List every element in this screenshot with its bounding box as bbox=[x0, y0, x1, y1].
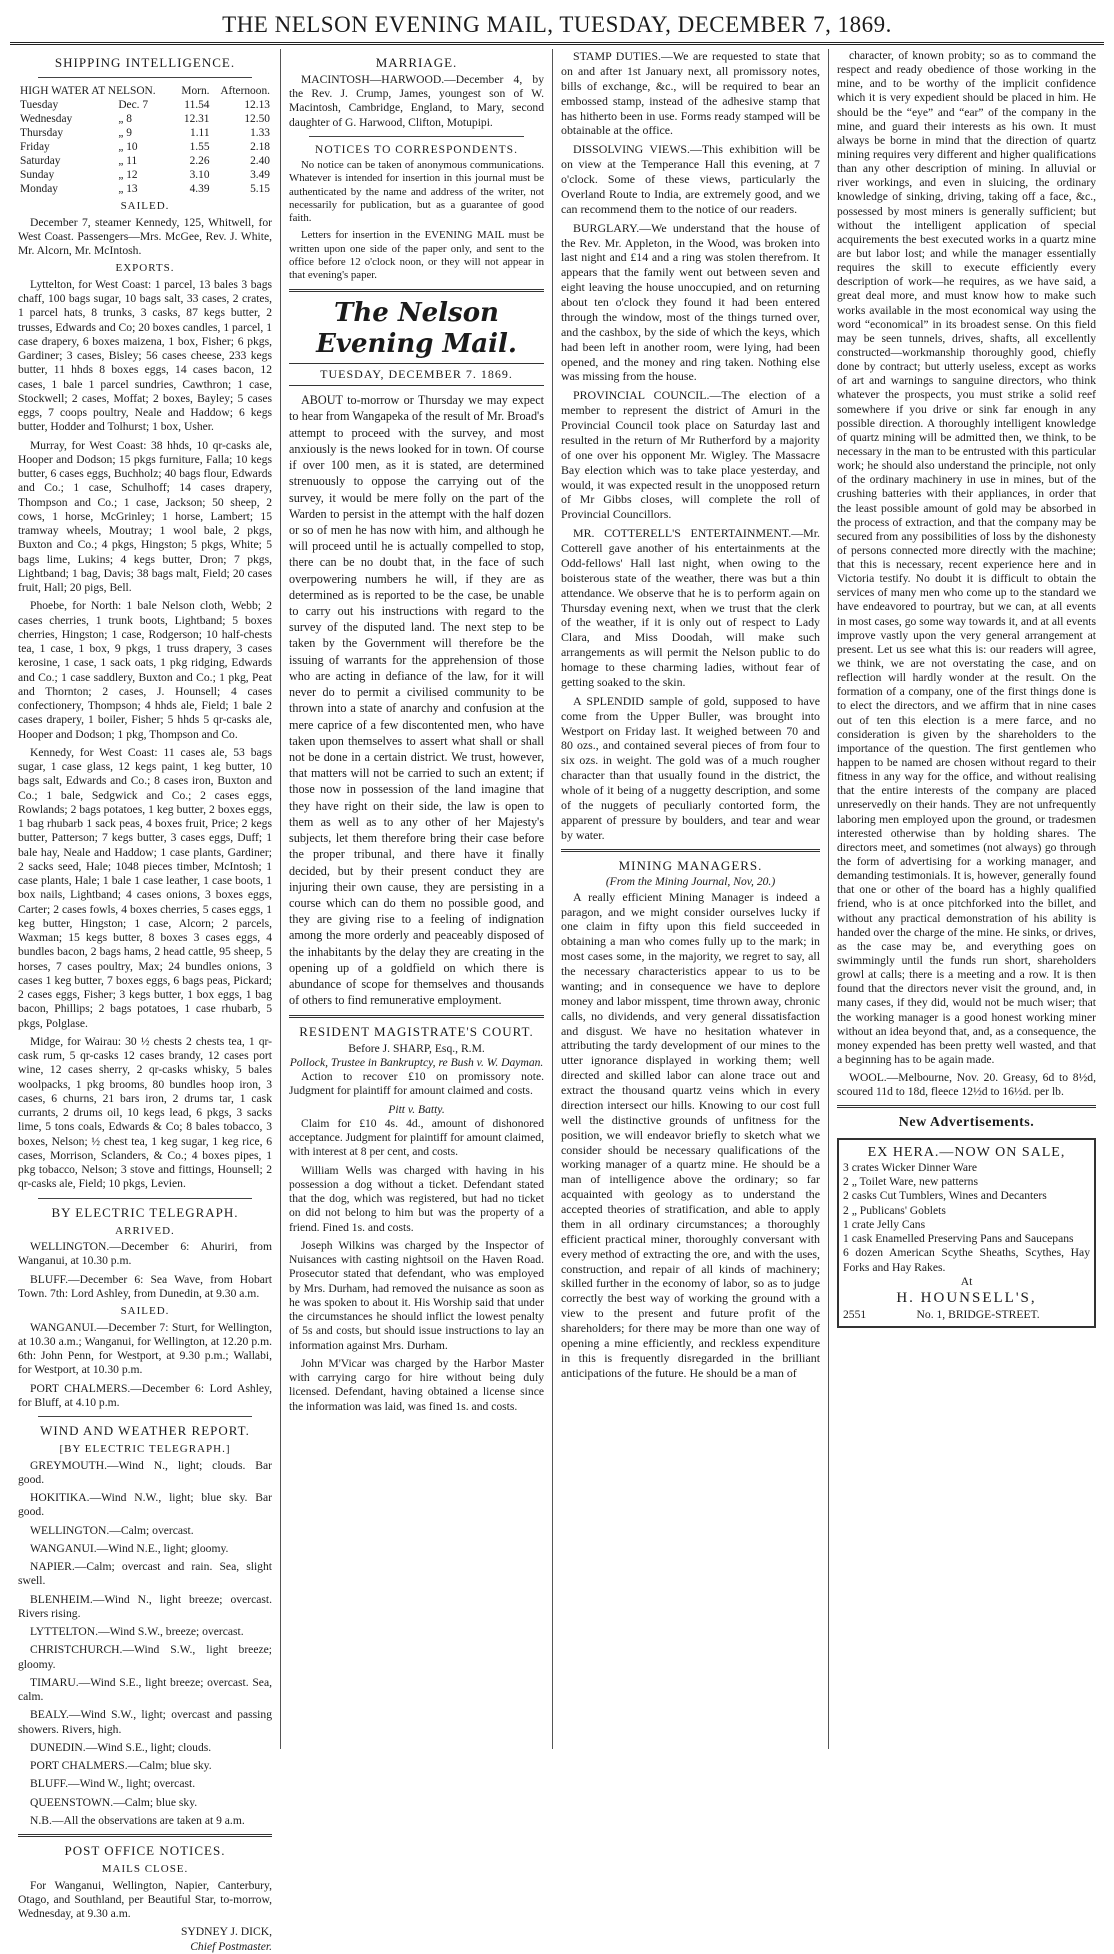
divider bbox=[309, 136, 524, 137]
arrived-entry: WELLINGTON.—December 6: Ahuriri, from Wanganui, at 10.30 p.m. bbox=[18, 1240, 272, 1268]
post-signer-title: Chief Postmaster. bbox=[190, 1939, 272, 1953]
tide-row bbox=[18, 98, 272, 112]
exports-list bbox=[18, 278, 272, 1192]
mining-article bbox=[561, 890, 820, 1381]
tide-aft: 12.50 bbox=[244, 113, 270, 126]
ad-address: No. 1, BRIDGE-STREET. bbox=[916, 1307, 1040, 1321]
tide-row bbox=[18, 140, 272, 154]
tide-aft: 5.15 bbox=[250, 183, 270, 196]
local-news-paragraph: A SPLENDID sample of gold, supposed to have come from the Upper Buller, was brought into Westport on Friday last. It weighed between 70 and 80 ozs., and contained several pieces of from four to six ozs. in weight. The gold was of a much rougher character than that usually found in the district, the whole of it being of a nuggetty description, and some of the nuggets of peculiarly contorted form, the apparent of pressure by boulders, and tear and wear by water. bbox=[561, 693, 820, 842]
court-case1: Pollock, Trustee in Bankruptcy, re Bush v. W. Dayman. bbox=[289, 1055, 544, 1069]
tide-rows bbox=[18, 98, 272, 196]
tide-date: „ 13 bbox=[118, 183, 138, 196]
court-paragraph: John M'Vicar was charged by the Harbor Master with carrying cargo for hire without being duly licensed. Defendant, having obtained a license since the information was laid, was fined 1s. and costs. bbox=[289, 1356, 544, 1413]
post-text: For Wanganui, Wellington, Napier, Canterbury, Otago, and Southland, per Beautiful Star, to-morrow, Wednesday, at 9.30 a.m. bbox=[18, 1878, 272, 1921]
court-list bbox=[289, 1164, 544, 1414]
tide-aft: 3.49 bbox=[250, 169, 270, 182]
tide-morn: 12.31 bbox=[183, 113, 210, 126]
court-heading: RESIDENT MAGISTRATE'S COURT. bbox=[299, 1023, 534, 1039]
local-news-paragraph: STAMP DUTIES.—We are requested to state that on and after 1st January next, all promissory notes, bills of exchange, &c., will be required to bear an embossed stamp, instead of the adhesive stamp that has hitherto been in use. Forms ready stamped will be obtainable at the office. bbox=[561, 49, 820, 138]
sailed2-heading: SAILED. bbox=[120, 1305, 170, 1318]
weather-list bbox=[18, 1459, 272, 1829]
mining-heading: MINING MANAGERS. bbox=[618, 857, 763, 873]
tide-morn: 1.55 bbox=[189, 141, 210, 154]
weather-entry: GREYMOUTH.—Wind N., light; clouds. Bar good. bbox=[18, 1458, 272, 1486]
notice-paragraph: No notice can be taken of anonymous communications. Whatever is intended for insertion in this journal must be authenticated by the name and address of the writer, not necessarily for publication, but as a guarantee of good faith. bbox=[289, 159, 544, 225]
sailed-text: December 7, steamer Kennedy, 125, Whitwell, for West Coast. Passengers—Mrs. McGee, Rev. J. White, Mr. Alcorn, Mr. McIntosh. bbox=[18, 215, 272, 258]
tide-row bbox=[18, 112, 272, 126]
newspaper-page bbox=[10, 8, 1104, 1953]
divider bbox=[837, 1105, 1096, 1108]
tide-morn: 1.11 bbox=[190, 127, 210, 140]
sailed-heading: SAILED. bbox=[120, 200, 170, 213]
post-heading: POST OFFICE NOTICES. bbox=[64, 1843, 226, 1859]
weather-entry: BEALY.—Wind S.W., light; overcast and passing showers. Rivers, high. bbox=[18, 1708, 272, 1736]
sailed2-list bbox=[18, 1321, 272, 1411]
column-3 bbox=[552, 49, 828, 1749]
tide-morn: 3.10 bbox=[189, 169, 210, 182]
tide-morn: 2.26 bbox=[189, 155, 210, 168]
tide-table bbox=[18, 84, 272, 196]
post-sub: MAILS CLOSE. bbox=[101, 1863, 189, 1876]
weather-entry: HOKITIKA.—Wind N.W., light; blue sky. Bar good. bbox=[18, 1491, 272, 1519]
tide-row bbox=[18, 154, 272, 168]
ad-headline: EX HERA.—NOW ON SALE, bbox=[867, 1144, 1066, 1160]
post-signer: SYDNEY J. DICK, bbox=[180, 1925, 272, 1939]
export-entry: Murray, for West Coast: 38 hhds, 10 qr-casks ale, Hooper and Dodson; 15 pkgs furniture, Falla; 10 kegs butter, 6 cases eggs, Buchholz; 40 bags flour, Edwards and Co.; 1 case, Schulhoff; 14 cases drapery, Thompson and Co.; 1 case, Jackson; 50 sheep, 2 cows, 1 horse, McGrinley; 1 horse, Lambert; 15 tramway wheels, Moutray; 1 wool bale, 2 pkgs, Buxton and Co.; 4 pkgs, Hingston; 5 pkgs, White; 5 bags lime, Lukins; 4 kegs butter, Dron; 7 pkgs, Lightband; 1 bag, Davis; 38 bags malt, Field; 20 cases fruit, Hall; 20 pigs, Bell. bbox=[18, 438, 272, 595]
tide-row bbox=[18, 168, 272, 182]
local-news-paragraph: MR. COTTERELL'S ENTERTAINMENT.—Mr. Cotterell gave another of his entertainments at the Odd-fellows' Hall last night, when owing to the boisterous state of the weather, there was but a thin attendance. We observe that he is to perform again on Thursday evening next, when we trust that the clerk of the weather, if it is only out of respect to Lady Clara, and Miss Doodah, will make such arrangements as will permit the Nelson public to do homage to these charming ladies, without fear of getting soaked to the skin. bbox=[561, 526, 820, 689]
divider bbox=[38, 1416, 252, 1417]
ad-item: 1 cask Enamelled Preserving Pans and Saucepans bbox=[843, 1232, 1074, 1246]
column-1 bbox=[10, 49, 280, 1953]
marriage-heading: MARRIAGE. bbox=[375, 55, 458, 70]
tide-aft: 1.33 bbox=[250, 127, 270, 140]
weather-entry: NAPIER.—Calm; overcast and rain. Sea, slight swell. bbox=[18, 1560, 272, 1588]
export-entry: Lyttelton, for West Coast: 1 parcel, 13 bales 3 bags chaff, 100 bags sugar, 10 bags salt, 33 cases, 2 crates, 1 parcel hats, 8 trunks, 3 casks, 87 kegs butter, 2 trusses, Edwards and Co; 20 boxes candles, 1 parcel, 1 case drapery, 6 boxes maizena, 1 box, Fisher; 6 pkgs, Gardiner; 3 cases, Bisley; 56 cases cheese, 233 kegs butter, 11 hhds 8 boxes eggs, 14 cases bacon, 12 cases, 1 bale 1 parcel sundries, Cawthron; 1 case, Stockwell; 2 cases, Moffat; 2 boxes, Bayley; 5 cases eggs, 7 coops poultry, Neale and Haddow; 6 kegs butter, Hodder and Tolhurst; 1 box, Usher. bbox=[18, 277, 272, 434]
mining-continued bbox=[837, 49, 1096, 1099]
tide-day: Wednesday bbox=[20, 113, 73, 126]
telegraph-heading: BY ELECTRIC TELEGRAPH. bbox=[51, 1204, 239, 1220]
weather-entry: DUNEDIN.—Wind S.E., light; clouds. bbox=[30, 1740, 212, 1754]
ad-item: 2 „ Toilet Ware, new patterns bbox=[843, 1175, 978, 1189]
arrived-list bbox=[18, 1240, 272, 1301]
weather-entry: LYTTELTON.—Wind S.W., breeze; overcast. bbox=[30, 1625, 244, 1639]
ad-firm: H. HOUNSELL'S, bbox=[896, 1290, 1037, 1307]
columns bbox=[10, 49, 1104, 1953]
sailed-entry: WANGANUI.—December 7: Sturt, for Wellington, at 10.30 a.m.; Wanganui, for Wellington, at 12.20 p.m. 6th: John Penn, for Westport, at 9.30 p.m.; Wallabi, for Westport, at 10.30 p.m. bbox=[18, 1320, 272, 1377]
arrived-heading: ARRIVED. bbox=[115, 1224, 175, 1237]
tide-col-aft: Afternoon. bbox=[220, 84, 270, 97]
weather-entry: TIMARU.—Wind S.E., light breeze; overcast. Sea, calm. bbox=[18, 1675, 272, 1704]
tide-row bbox=[18, 182, 272, 196]
local-news-paragraph: PROVINCIAL COUNCIL.—The election of a member to represent the district of Amuri in the Provincial Council took place on Saturday last and resulted in the return of Mr Rutherford by a majority of one over his opponent Mr. Wigley. The Massacre Bay election which was to take place yesterday, and would, it was expected result in the unopposed return of Mr Gibbs closes, will complete the roll of Provincial Councillors. bbox=[561, 388, 820, 522]
court-case2: Pitt v. Batty. bbox=[388, 1102, 445, 1116]
local-news bbox=[561, 49, 820, 843]
masthead: THE NELSON EVENING MAIL, TUESDAY, DECEMBER 7, 1869. bbox=[10, 8, 1104, 45]
ads-heading: New Advertisements. bbox=[898, 1115, 1035, 1131]
column-2 bbox=[280, 49, 552, 1749]
divider bbox=[38, 77, 252, 78]
sailed-entry: PORT CHALMERS.—December 6: Lord Ashley, for Bluff, at 4.10 p.m. bbox=[18, 1381, 272, 1409]
tide-date: „ 12 bbox=[118, 169, 138, 182]
weather-entry: WANGANUI.—Wind N.E., light; gloomy. bbox=[30, 1541, 229, 1555]
mining-source: (From the Mining Journal, Nov, 20.) bbox=[605, 875, 776, 889]
tide-morn: 11.54 bbox=[184, 99, 210, 111]
export-entry: Midge, for Wairau: 30 ½ chests 2 chests tea, 1 qr-cask rum, 5 qr-casks 12 cases brandy, 12 cases port wine, 12 cases sherry, 2 qr-casks whisky, 5 bales woolpacks, 1 pkg brooms, 80 bundles hoop iron, 3 cases, 6 churns, 21 bars iron, 2 drums tar, 1 cask currants, 2 drums oil, 10 kegs lead, 6 pkgs, 3 sacks lime, 5 tons coals, Edwards & Co; 8 bales tobacco, 3 boxes, Nelson; ½ chest tea, 1 keg sugar, 1 keg rice, 6 cases, Morrison, Sclanders, & Co.; 4 boxes pipes, 1 pkg tobacco, Nelson; 3 stove and fittings, Hounsell; 2 qr-casks ale, Field; 10 pkgs, Levien. bbox=[18, 1034, 272, 1191]
tide-date: „ 9 bbox=[118, 127, 132, 140]
local-news-paragraph: DISSOLVING VIEWS.—This exhibition will be on view at the Temperance Hall this evening, at 7 o'clock. Some of these views, particularly the Overland Route to India, are extremely good, and we can recommend them to the notice of our readers. bbox=[561, 142, 820, 216]
weather-entry: BLENHEIM.—Wind N., light breeze; overcast. Rivers rising. bbox=[18, 1592, 272, 1620]
ad-item: 6 dozen American Scythe Sheaths, Scythes, Hay Forks and Hay Rakes. bbox=[843, 1246, 1090, 1274]
weather-sub: [BY ELECTRIC TELEGRAPH.] bbox=[59, 1443, 231, 1456]
ad-item: 3 crates Wicker Dinner Ware bbox=[843, 1160, 978, 1174]
ad-item: 2 „ Publicans' Goblets bbox=[843, 1203, 946, 1217]
nameplate-title: The Nelson Evening Mail. bbox=[316, 297, 517, 360]
article-paragraph: character, of known probity; so as to command the respect and ready obedience of those working in the mine, and to be worthy of the implicit confidence which it is very expedient should be placed in him. He should be the “eye” and “ear” of the company in the mine, and guard their interests as his own. It must always be borne in mind that the direction of quartz mining requires very different and higher qualifications than any other description of mining. In alluvial or river workings, and even in sluicing, the ordinary knowledge of sinking, driving, taking off a face, &c., possessed by most miners is generally sufficient; but without the intelligent application of special acquirements the best executed works in a quartz mine are but labor lost; and while the manager essentially requires the skill to execute efficiently every description of work—he requires, as we have said, a great deal more, and must know how to make such works available in the most economical way using the word “economical” in its broadest sense. On this field may be seen tunnels, drives, shafts, all excellently constructed—workmanship thoroughly good, chiefly done by contract; but utterly useless, except as works of art and warnings to sanguine directors, who think whatever the prospects, you must strike a solid reef somewhere if you drive or sink far enough in any possible direction. A thoroughly intelligent knowledge of quartz mining will be admitted then, we think, to be necessary in the man to be entrusted with this particular work; he should also understand the principle, not only of the ordinary machinery in use in mines, but of the crushing batteries with their appliances, in order that the least possible amount of gold may be absorbed in the process of extraction, and that the company may be secured from any possibilities of loss by the dishonesty of persons connected more directly with the machine; that this is necessary, recent experience here and in Victoria testify. No doubt it is difficult to obtain the services of many men who come up to the standard we have endeavored to pourtray, but we can, at all events in most cases, go some way towards it, and at all events improve vastly upon the very general arrangement at present. Let us see what this is: our readers will agree, we think, we are not overstating the case, and on reflection will hardly wonder at the result. On the formation of a company, one of the first things done is to elect the directors, and we affirm that in nine cases out of ten this election is a mere farce, and no consideration is given by the shareholders to the importance of the question. The first gentlemen who happen to be named are chosen without regard to their fitness in any way for the office, and without realising that the entire interests of the company are placed unreservedly on their hands. They are not unfrequently laboring men employed upon the ground, or tradesmen interested otherwise than by holding shares. The directors meet, and sometimes (not always) go through the form of advertising for a working manager, and demanding testimonials. It is, however, generally found that one or other of the board has a highly qualified friend, who is at once pitchforked into the billet, and without any practical demonstration of his ability is handed over the charge of the mine. He sinks, or drives, as the case may be, and everything goes on swimmingly until the funds run short, shareholders growl at calls; there is a meeting and a row. It is then found that the directors never visit the ground, and, in many cases, if they did, would not be much wiser; that the working manager is a good honest working miner without an idea beyond that, and, as a consequence, the money expended has been pretty well wasted, and that a beginning has to be again made. bbox=[837, 49, 1096, 1066]
divider bbox=[38, 1198, 252, 1199]
tide-day: Tuesday bbox=[20, 99, 59, 111]
court-case2-text: Claim for £10 4s. 4d., amount of dishonored acceptance. Judgment for plaintiff for amount claimed, with interest at 8 per cent, and costs. bbox=[289, 1116, 544, 1159]
tide-date: „ 10 bbox=[118, 141, 138, 154]
ad-at: At bbox=[960, 1274, 973, 1288]
weather-entry: WELLINGTON.—Calm; overcast. bbox=[30, 1523, 194, 1537]
court-before: Before J. SHARP, Esq., R.M. bbox=[348, 1041, 485, 1055]
shipping-heading: SHIPPING INTELLIGENCE. bbox=[54, 55, 236, 70]
divider bbox=[561, 849, 820, 852]
tide-day: Monday bbox=[20, 183, 58, 196]
tide-morn: 4.39 bbox=[189, 183, 210, 196]
ad-item: 2 casks Cut Tumblers, Wines and Decanters bbox=[843, 1189, 1047, 1203]
marriage-text: MACINTOSH—HARWOOD.—December 4, by the Rev. J. Crump, James, youngest son of W. Macintosh, Cambridge, England, to Mary, second daughter of G. Harwood, Clifton, Motupipi. bbox=[289, 72, 544, 129]
divider bbox=[289, 1015, 544, 1018]
article-paragraph: WOOL.—Melbourne, Nov. 20. Greasy, 6d to 8½d, scoured 11d to 18d, fleece 12½d to 16½d. per lb. bbox=[837, 1071, 1096, 1099]
weather-heading: WIND AND WEATHER REPORT. bbox=[40, 1423, 250, 1439]
ad-items bbox=[843, 1161, 1090, 1275]
notices-list bbox=[289, 159, 544, 282]
weather-entry: N.B.—All the observations are taken at 9 a.m. bbox=[30, 1813, 245, 1827]
divider bbox=[18, 1834, 272, 1837]
export-entry: Phoebe, for North: 1 bale Nelson cloth, Webb; 2 cases cherries, 1 trunk boots, Lightband; 5 boxes cherries, Hingston; 1 case, Rodgerson; 10 half-chests tea, 1 case, 1 box, 9 pkgs, 1 truss drapery, 3 cases kerosine, 1 case, 1 sack oats, 1 pkg ridging, Edwards and Co.; 1 case saddlery, Buxton and Co.; 1 pkg, Peat and Thornton; 2 cases, J. Hounsell; 4 cases confectionery, Thompson; 4 hhds ale, Field; 1 bale 2 cases drapery, 1 boiler, Fisher; 5 hhds 5 qr-casks ale, Hooper and Dodson; 1 pkg, Thompson and Co. bbox=[18, 599, 272, 741]
notice-paragraph: Letters for insertion in the EVENING MAIL must be written upon one side of the paper only, and sent to the office before 12 o'clock noon, or they will not appear in that evening's paper. bbox=[289, 229, 544, 282]
tide-aft: 2.18 bbox=[250, 141, 270, 154]
mining-paragraph: A really efficient Mining Manager is indeed a paragon, and we might consider ourselves lucky if one claim in fifty upon this field succeeded in obtaining a man who comes fully up to the mark; in most cases some, in the majority, we regret to say, all the necessary characteristics appear to us to be wanting; and in consequence we have to deplore money and labor misspent, time thrown away, chronic calls, no dividends, and very general dissatisfaction and disgust. We have no hesitation whatever in attributing the tardy development of our mines to the utter ignorance displayed in working them; well directed and skilled labor can alone trace out and extract the thousand quartz veins which in every direction intersect our hills. Knowing to our cost full well the distinctive grounds of unfitness for the position, we will endeavor briefly to sketch what we consider should be necessary qualifications of the working manager of a quartz mine. He should be a man of intelligence above the ordinary; so far acquainted with geology as to understand the accepted theories of stratification, and able to apply them in all ordinary circumstances; a thoroughly efficient practical miner, thoroughly conversant with every method of extracting the ore, and with the uses, construction, and repair of all kinds of machinery; skilled further in the economy of labor, so as to judge correctly the best way of working the ground with a view to the present and future profit of the shareholders; for there may be more than one way of opening a mine efficiently, and reckless expenditure in this is frequently disregarded in the brilliant anticipations of the future. He should be a man of bbox=[561, 889, 820, 1380]
court-case1-text: Action to recover £10 on promissory note. Judgment for plaintiff for amount claimed and costs. bbox=[289, 1070, 544, 1098]
leader-paragraph: ABOUT to-morrow or Thursday we may expect to hear from Wangapeka of the result of Mr. Broad's attempt to proceed with the survey, and most anxiously is the news looked for in town. Of course if over 100 men, as it is stated, are determined strenuously to oppose the carrying out of the survey, it would be mere folly on the part of the Warden to persist in the attempt with the half dozen or so of men he has now with him, and although he will proceed until he is actually compelled to stop, there can be no doubt that, in the face of such overpowering numbers he will, if they are as determined as is reported to be the case, be unable to carry out his instructions with regard to the survey of the disputed land. The next step to be taken by the Government will therefore be the issuing of warrants for the apprehension of those who are acting in defiance of the law, for it will never do to permit a civilised community to be thrown into a state of anarchy and confusion at the mere caprice of a few discontented men, who have taken upon themselves to assert what shall or shall not be done in a certain district. We trust, however, that matters will not be carried to such an extent; if those now in possession of the land imagine that they have right on their side, the law is open to them as well as to any other of her Majesty's subjects, let them therefore bring their case before the proper tribunal, and there have it finally decided, but by their present conduct they are injuring their own cause, they are persisting in a course which can do them no possible good, and they are giving rise to a feeling of indignation among the more orderly and peaceably disposed of the inhabitants by the delay they are creating in the opening up of a goldfield on which there is abundance of scope for themselves and thousands of others to find remunerative employment. bbox=[289, 393, 544, 1008]
nameplate-date: TUESDAY, DECEMBER 7. 1869. bbox=[289, 363, 544, 386]
ad-item: 1 crate Jelly Cans bbox=[843, 1217, 926, 1231]
weather-entry: CHRISTCHURCH.—Wind S.W., light breeze; gloomy. bbox=[18, 1643, 272, 1671]
divider bbox=[289, 289, 544, 292]
weather-entry: BLUFF.—Wind W., light; overcast. bbox=[30, 1777, 196, 1791]
tide-day: Thursday bbox=[20, 127, 64, 140]
ad-number: 2551 bbox=[843, 1307, 867, 1321]
tide-aft: 2.40 bbox=[250, 155, 270, 168]
tide-day: Saturday bbox=[20, 155, 61, 168]
exports-heading: EXPORTS. bbox=[115, 262, 175, 275]
arrived-entry: BLUFF.—December 6: Sea Wave, from Hobart Town. 7th: Lord Ashley, from Dunedin, at 9.30 a.m. bbox=[18, 1272, 272, 1300]
tide-day: Sunday bbox=[20, 169, 55, 182]
export-entry: Kennedy, for West Coast: 11 cases ale, 53 bags sugar, 1 case glass, 12 kegs paint, 1 keg butter, 10 bags salt, Edwards and Co.; 8 cases iron, Buxton and Co.; 1 bale, Sedgwick and Co.; 2 cases eggs, Rowlands; 2 bags potatoes, 1 keg butter, 2 boxes eggs, 1 bag rhubarb 1 sack peas, 4 boxes fruit, Price; 2 kegs butter, Patterson; 7 kegs butter, 3 cases eggs, Duff; 1 bale hay, Neale and Haddow; 1 case plants, Gardiner; 2 sacks seed, Hale; 1048 pieces timber, McIntosh; 1 case plants, Hale; 1 bale 1 case leather, 1 case boots, 1 box nails, Lightband; 4 cases onions, 3 boxes eggs, Carter; 2 cases fowls, 4 boxes cherries, 5 cases eggs, 1 keg butter, Hingston; 1 case, Alcorn; 2 parcels, Waxman; 15 kegs butter, 8 boxes 3 cases eggs, 4 bundles bacon, 2 bags hams, 2 head cattle, 95 sheep, 5 horses, 7 cases poultry, Max; 24 bundles onions, 3 cases 1 keg butter, 7 boxes eggs, 6 bags peas, Pickard; 2 cases eggs, Fisher; 3 kegs butter, 1 box eggs, 1 bag bacon, Phillips; 2 bags potatoes, 1 case rhubarb, 5 pkgs, Polglase. bbox=[18, 745, 272, 1030]
weather-entry: QUEENSTOWN.—Calm; blue sky. bbox=[30, 1795, 198, 1809]
tide-row bbox=[18, 126, 272, 140]
tide-day: Friday bbox=[20, 141, 50, 154]
court-paragraph: William Wells was charged with having in his possession a dog without a ticket. Defendant stated that the dog, which was registered, but had no ticket on did not belong to him but was the property of a friend. Fined 1s. and costs. bbox=[289, 1163, 544, 1234]
tide-date: „ 8 bbox=[118, 113, 132, 126]
tide-table-header bbox=[18, 84, 272, 98]
ad-hounsell bbox=[837, 1138, 1096, 1328]
court-paragraph: Joseph Wilkins was charged by the Inspector of Nuisances with casting nightsoil on the Haven Road. Prosecutor stated that defendant, who was employed by Mrs. Durham, had removed the nuisance as soon as he was spoken to about it. His Worship said that under the circumstances he should inflict the lowest penalty of 5s and costs, but should issue instructions to lay an information against Mrs. Durham. bbox=[289, 1238, 544, 1352]
tide-aft: 12.13 bbox=[244, 99, 270, 111]
leader-article bbox=[289, 392, 544, 1008]
weather-entry: PORT CHALMERS.—Calm; blue sky. bbox=[30, 1759, 212, 1773]
tide-date: „ 11 bbox=[118, 155, 138, 168]
tide-heading: HIGH WATER AT NELSON. bbox=[20, 84, 156, 97]
column-4 bbox=[828, 49, 1104, 1749]
local-news-paragraph: BURGLARY.—We understand that the house of the Rev. Mr. Appleton, in the Wood, was broken into last night and £14 and a ring was stolen therefrom. It appears that the family went out between seven and eight leaving the house unoccupied, and on returning about ten o'clock they found it had been entered through the window, most of the things turned over, and the cashbox, by the side of which the keys, which had been left in another room, were lying, had been opened, and the money and ring taken. Nothing else was missing from the house. bbox=[561, 220, 820, 384]
tide-col-morn: Morn. bbox=[181, 84, 210, 97]
notices-heading: NOTICES TO CORRESPONDENTS. bbox=[315, 143, 518, 156]
tide-date: Dec. 7 bbox=[118, 99, 149, 111]
